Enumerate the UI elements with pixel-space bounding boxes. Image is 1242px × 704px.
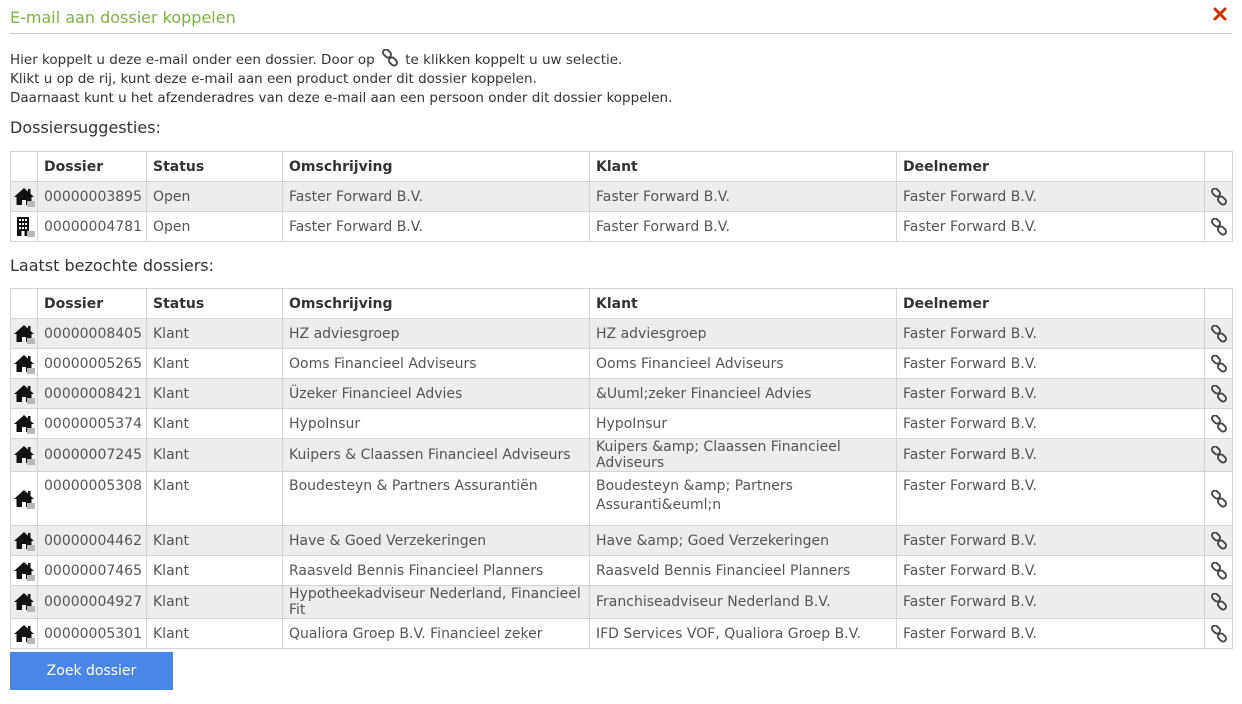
cell-omschrijving: HZ adviesgroep (283, 319, 590, 349)
cell-klant: Have &amp; Goed Verzekeringen (590, 526, 897, 556)
table-row[interactable] (11, 439, 1233, 472)
cell-deelnemer: Faster Forward B.V. (897, 619, 1205, 649)
cell-dossier: 00000005265 (38, 349, 147, 379)
header-icon-column (11, 289, 38, 319)
link-icon[interactable] (1210, 562, 1228, 580)
header-omschrijving[interactable]: Omschrijving (283, 289, 590, 319)
cell-omschrijving: Have & Goed Verzekeringen (283, 526, 590, 556)
link-cell[interactable] (1205, 212, 1233, 242)
cell-klant: Kuipers &amp; Claassen Financieel Adviseurs (590, 439, 897, 472)
table-row[interactable] (11, 556, 1233, 586)
cell-klant: Franchiseadviseur Nederland B.V. (590, 586, 897, 619)
cell-dossier: 00000004927 (38, 586, 147, 619)
cell-status: Klant (147, 319, 283, 349)
cell-deelnemer: Faster Forward B.V. (897, 379, 1205, 409)
cell-omschrijving: Qualiora Groep B.V. Financieel zeker (283, 619, 590, 649)
cell-status: Klant (147, 472, 283, 526)
search-dossier-button[interactable]: Zoek dossier (10, 652, 173, 690)
cell-dossier: 00000005301 (38, 619, 147, 649)
dialog-title: E-mail aan dossier koppelen (10, 8, 236, 27)
link-cell[interactable] (1205, 349, 1233, 379)
cell-status: Klant (147, 526, 283, 556)
row-type-cell (11, 409, 38, 439)
house-icon (13, 383, 35, 405)
cell-klant: Raasveld Bennis Financieel Planners (590, 556, 897, 586)
cell-deelnemer: Faster Forward B.V. (897, 472, 1205, 526)
link-cell[interactable] (1205, 409, 1233, 439)
row-type-cell (11, 586, 38, 619)
cell-deelnemer: Faster Forward B.V. (897, 349, 1205, 379)
table-row[interactable] (11, 619, 1233, 649)
dialog-header (10, 0, 1232, 34)
header-deelnemer[interactable]: Deelnemer (897, 289, 1205, 319)
cell-dossier: 00000005308 (38, 472, 147, 526)
link-cell[interactable] (1205, 472, 1233, 526)
row-type-cell (11, 439, 38, 472)
house-icon (13, 623, 35, 645)
cell-omschrijving: Faster Forward B.V. (283, 182, 590, 212)
cell-omschrijving: Kuipers & Claassen Financieel Adviseurs (283, 439, 590, 472)
cell-dossier: 00000007245 (38, 439, 147, 472)
table-row[interactable] (11, 212, 1233, 242)
cell-omschrijving: Raasveld Bennis Financieel Planners (283, 556, 590, 586)
house-icon (13, 353, 35, 375)
house-icon (13, 560, 35, 582)
link-cell[interactable] (1205, 619, 1233, 649)
cell-status: Klant (147, 619, 283, 649)
cell-status: Klant (147, 439, 283, 472)
link-cell[interactable] (1205, 182, 1233, 212)
cell-status: Klant (147, 409, 283, 439)
table-header-row (11, 152, 1233, 182)
row-type-cell (11, 379, 38, 409)
building-icon (13, 216, 35, 238)
row-type-cell (11, 619, 38, 649)
table-row[interactable] (11, 319, 1233, 349)
cell-klant: Ooms Financieel Adviseurs (590, 349, 897, 379)
cell-dossier: 00000008421 (38, 379, 147, 409)
header-status[interactable]: Status (147, 289, 283, 319)
table-header-row (11, 289, 1233, 319)
cell-deelnemer: Faster Forward B.V. (897, 526, 1205, 556)
link-icon[interactable] (1210, 532, 1228, 550)
link-icon[interactable] (1210, 218, 1228, 236)
table-row[interactable] (11, 586, 1233, 619)
cell-klant: Faster Forward B.V. (590, 182, 897, 212)
cell-omschrijving: Faster Forward B.V. (283, 212, 590, 242)
link-icon[interactable] (1210, 490, 1228, 508)
link-cell[interactable] (1205, 379, 1233, 409)
cell-dossier: 00000005374 (38, 409, 147, 439)
link-icon[interactable] (1210, 188, 1228, 206)
intro-line-1-after: te klikken koppelt u uw selectie. (405, 52, 623, 68)
cell-deelnemer: Faster Forward B.V. (897, 319, 1205, 349)
intro-line-2: Klikt u op de rij, kunt deze e-mail aan een product onder dit dossier koppelen. (10, 71, 537, 87)
cell-deelnemer: Faster Forward B.V. (897, 556, 1205, 586)
cell-omschrijving: Boudesteyn & Partners Assurantiën (283, 472, 590, 526)
house-icon (13, 591, 35, 613)
header-status[interactable]: Status (147, 152, 283, 182)
table-row[interactable] (11, 472, 1233, 526)
link-cell[interactable] (1205, 439, 1233, 472)
row-type-cell (11, 319, 38, 349)
link-cell[interactable] (1205, 319, 1233, 349)
intro-line-1-before: Hier koppelt u deze e-mail onder een dossier. Door op (10, 52, 375, 68)
cell-klant: Faster Forward B.V. (590, 212, 897, 242)
cell-omschrijving: Hypotheekadviseur Nederland, Financieel Fit (283, 586, 590, 619)
cell-klant: &Uuml;zeker Financieel Advies (590, 379, 897, 409)
link-icon[interactable] (1210, 385, 1228, 403)
header-icon-column (11, 152, 38, 182)
link-icon[interactable] (1210, 593, 1228, 611)
link-icon[interactable] (1210, 625, 1228, 643)
header-link-column (1205, 289, 1233, 319)
cell-status: Open (147, 182, 283, 212)
table-row[interactable] (11, 349, 1233, 379)
link-cell[interactable] (1205, 556, 1233, 586)
cell-dossier: 00000007465 (38, 556, 147, 586)
cell-status: Klant (147, 586, 283, 619)
header-link-column (1205, 152, 1233, 182)
cell-klant: HZ adviesgroep (590, 319, 897, 349)
recent-table (10, 288, 1233, 649)
intro-line-3: Daarnaast kunt u het afzenderadres van deze e-mail aan een persoon onder dit dossier koppelen. (10, 90, 673, 106)
link-icon[interactable] (1210, 325, 1228, 343)
cell-status: Klant (147, 349, 283, 379)
row-type-cell (11, 526, 38, 556)
row-type-cell (11, 472, 38, 526)
link-icon[interactable] (1210, 446, 1228, 464)
table-row[interactable] (11, 409, 1233, 439)
header-dossier[interactable]: Dossier (38, 289, 147, 319)
recent-title: Laatst bezochte dossiers: (10, 256, 215, 275)
table-row[interactable] (11, 182, 1233, 212)
close-icon[interactable] (1212, 6, 1228, 22)
intro-text (10, 49, 672, 108)
cell-dossier: 00000004781 (38, 212, 147, 242)
table-row[interactable] (11, 379, 1233, 409)
cell-deelnemer: Faster Forward B.V. (897, 212, 1205, 242)
cell-status: Klant (147, 379, 283, 409)
house-icon (13, 530, 35, 552)
header-klant[interactable]: Klant (590, 152, 897, 182)
cell-dossier: 00000003895 (38, 182, 147, 212)
cell-klant: Boudesteyn &amp; Partners Assuranti&euml;n (590, 472, 897, 526)
cell-omschrijving: HypoInsur (283, 409, 590, 439)
cell-omschrijving: Üzeker Financieel Advies (283, 379, 590, 409)
link-cell[interactable] (1205, 526, 1233, 556)
suggestions-table (10, 151, 1233, 242)
cell-status: Klant (147, 556, 283, 586)
link-icon[interactable] (1210, 355, 1228, 373)
cell-status: Open (147, 212, 283, 242)
house-icon (13, 488, 35, 510)
house-icon (13, 186, 35, 208)
intro-line-1 (10, 49, 672, 70)
cell-klant: IFD Services VOF, Qualiora Groep B.V. (590, 619, 897, 649)
row-type-cell (11, 212, 38, 242)
cell-deelnemer: Faster Forward B.V. (897, 439, 1205, 472)
header-klant[interactable]: Klant (590, 289, 897, 319)
house-icon (13, 323, 35, 345)
cell-dossier: 00000004462 (38, 526, 147, 556)
header-dossier[interactable]: Dossier (38, 152, 147, 182)
suggestions-title: Dossiersuggesties: (10, 118, 161, 137)
header-omschrijving[interactable]: Omschrijving (283, 152, 590, 182)
house-icon (13, 444, 35, 466)
table-row[interactable] (11, 526, 1233, 556)
row-type-cell (11, 349, 38, 379)
cell-deelnemer: Faster Forward B.V. (897, 182, 1205, 212)
link-icon (381, 49, 399, 67)
cell-dossier: 00000008405 (38, 319, 147, 349)
cell-omschrijving: Ooms Financieel Adviseurs (283, 349, 590, 379)
cell-deelnemer: Faster Forward B.V. (897, 409, 1205, 439)
row-type-cell (11, 556, 38, 586)
header-deelnemer[interactable]: Deelnemer (897, 152, 1205, 182)
row-type-cell (11, 182, 38, 212)
cell-klant: HypoInsur (590, 409, 897, 439)
link-icon[interactable] (1210, 415, 1228, 433)
house-icon (13, 413, 35, 435)
cell-deelnemer: Faster Forward B.V. (897, 586, 1205, 619)
link-cell[interactable] (1205, 586, 1233, 619)
